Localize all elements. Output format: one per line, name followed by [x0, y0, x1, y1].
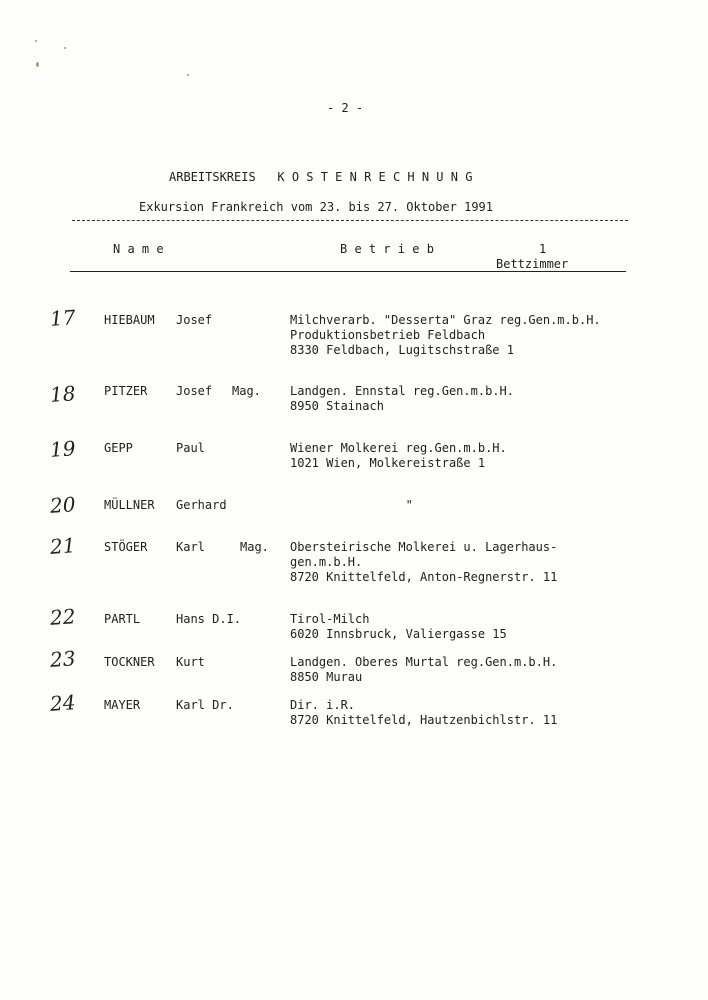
entry-company-line: Milchverarb. "Desserta" Graz reg.Gen.m.b.H.	[290, 313, 601, 327]
dashed-divider	[72, 220, 628, 221]
column-header-room-count: 1	[539, 242, 547, 256]
entry-surname: PARTL	[104, 612, 141, 626]
entry-number: 20	[49, 492, 77, 518]
entry-company-line: Dir. i.R.	[290, 698, 356, 712]
entry-given-name: Hans D.I.	[176, 612, 242, 626]
entry-company-line: 6020 Innsbruck, Valiergasse 15	[290, 627, 507, 641]
entry-given-name: Josef	[176, 384, 213, 398]
entry-company-line: Produktionsbetrieb Feldbach	[290, 328, 486, 342]
entry-surname: TOCKNER	[104, 655, 155, 669]
entry-surname: PITZER	[104, 384, 148, 398]
entry-given-name: Karl Dr.	[176, 698, 234, 712]
document-title: ARBEITSKREIS K O S T E N R E C H N U N G	[169, 170, 473, 184]
entry-company-line: 1021 Wien, Molkereistraße 1	[290, 456, 486, 470]
entry-number: 21	[49, 533, 77, 559]
entry-company-line: Landgen. Oberes Murtal reg.Gen.m.b.H.	[290, 655, 558, 669]
entry-number: 23	[49, 646, 77, 672]
entry-company-line: Obersteirische Molkerei u. Lagerhaus-	[290, 540, 558, 554]
entry-number: 18	[49, 381, 77, 407]
entry-number: 22	[49, 604, 77, 630]
entry-company-line: "	[290, 498, 413, 512]
column-header-room-label: Bettzimmer	[496, 257, 569, 271]
page-number: - 2 -	[327, 101, 364, 115]
scan-speck	[35, 40, 37, 42]
entry-company-line: 8720 Knittelfeld, Hautzenbichlstr. 11	[290, 713, 558, 727]
entry-company-line: 8720 Knittelfeld, Anton-Regnerstr. 11	[290, 570, 558, 584]
entry-company-line: Tirol-Milch	[290, 612, 370, 626]
entry-surname: HIEBAUM	[104, 313, 155, 327]
entry-given-name: Karl	[176, 540, 205, 554]
entry-title: Mag.	[240, 540, 269, 554]
entry-company-line: 8950 Stainach	[290, 399, 384, 413]
entry-number: 24	[49, 690, 77, 716]
entry-given-name: Kurt	[176, 655, 205, 669]
column-header-name: N a m e	[113, 242, 164, 256]
entry-given-name: Josef	[176, 313, 213, 327]
entry-company-line: Wiener Molkerei reg.Gen.m.b.H.	[290, 441, 507, 455]
entry-company-line: gen.m.b.H.	[290, 555, 363, 569]
header-underline	[70, 271, 626, 272]
entry-company-line: 8330 Feldbach, Lugitschstraße 1	[290, 343, 514, 357]
entry-surname: MÜLLNER	[104, 498, 155, 512]
entry-surname: MAYER	[104, 698, 141, 712]
entry-surname: GEPP	[104, 441, 133, 455]
entry-surname: STÖGER	[104, 540, 148, 554]
scan-speck	[36, 62, 39, 67]
entry-given-name: Gerhard	[176, 498, 227, 512]
entry-given-name: Paul	[176, 441, 205, 455]
entry-company-line: Landgen. Ennstal reg.Gen.m.b.H.	[290, 384, 514, 398]
entry-title: Mag.	[232, 384, 261, 398]
entry-company-line: 8850 Murau	[290, 670, 363, 684]
document-subtitle: Exkursion Frankreich vom 23. bis 27. Oktober 1991	[139, 200, 494, 214]
scan-speck	[64, 47, 66, 49]
entry-number: 17	[49, 305, 77, 331]
column-header-betrieb: B e t r i e b	[340, 242, 434, 256]
entry-number: 19	[49, 436, 77, 462]
scan-speck	[187, 74, 189, 76]
